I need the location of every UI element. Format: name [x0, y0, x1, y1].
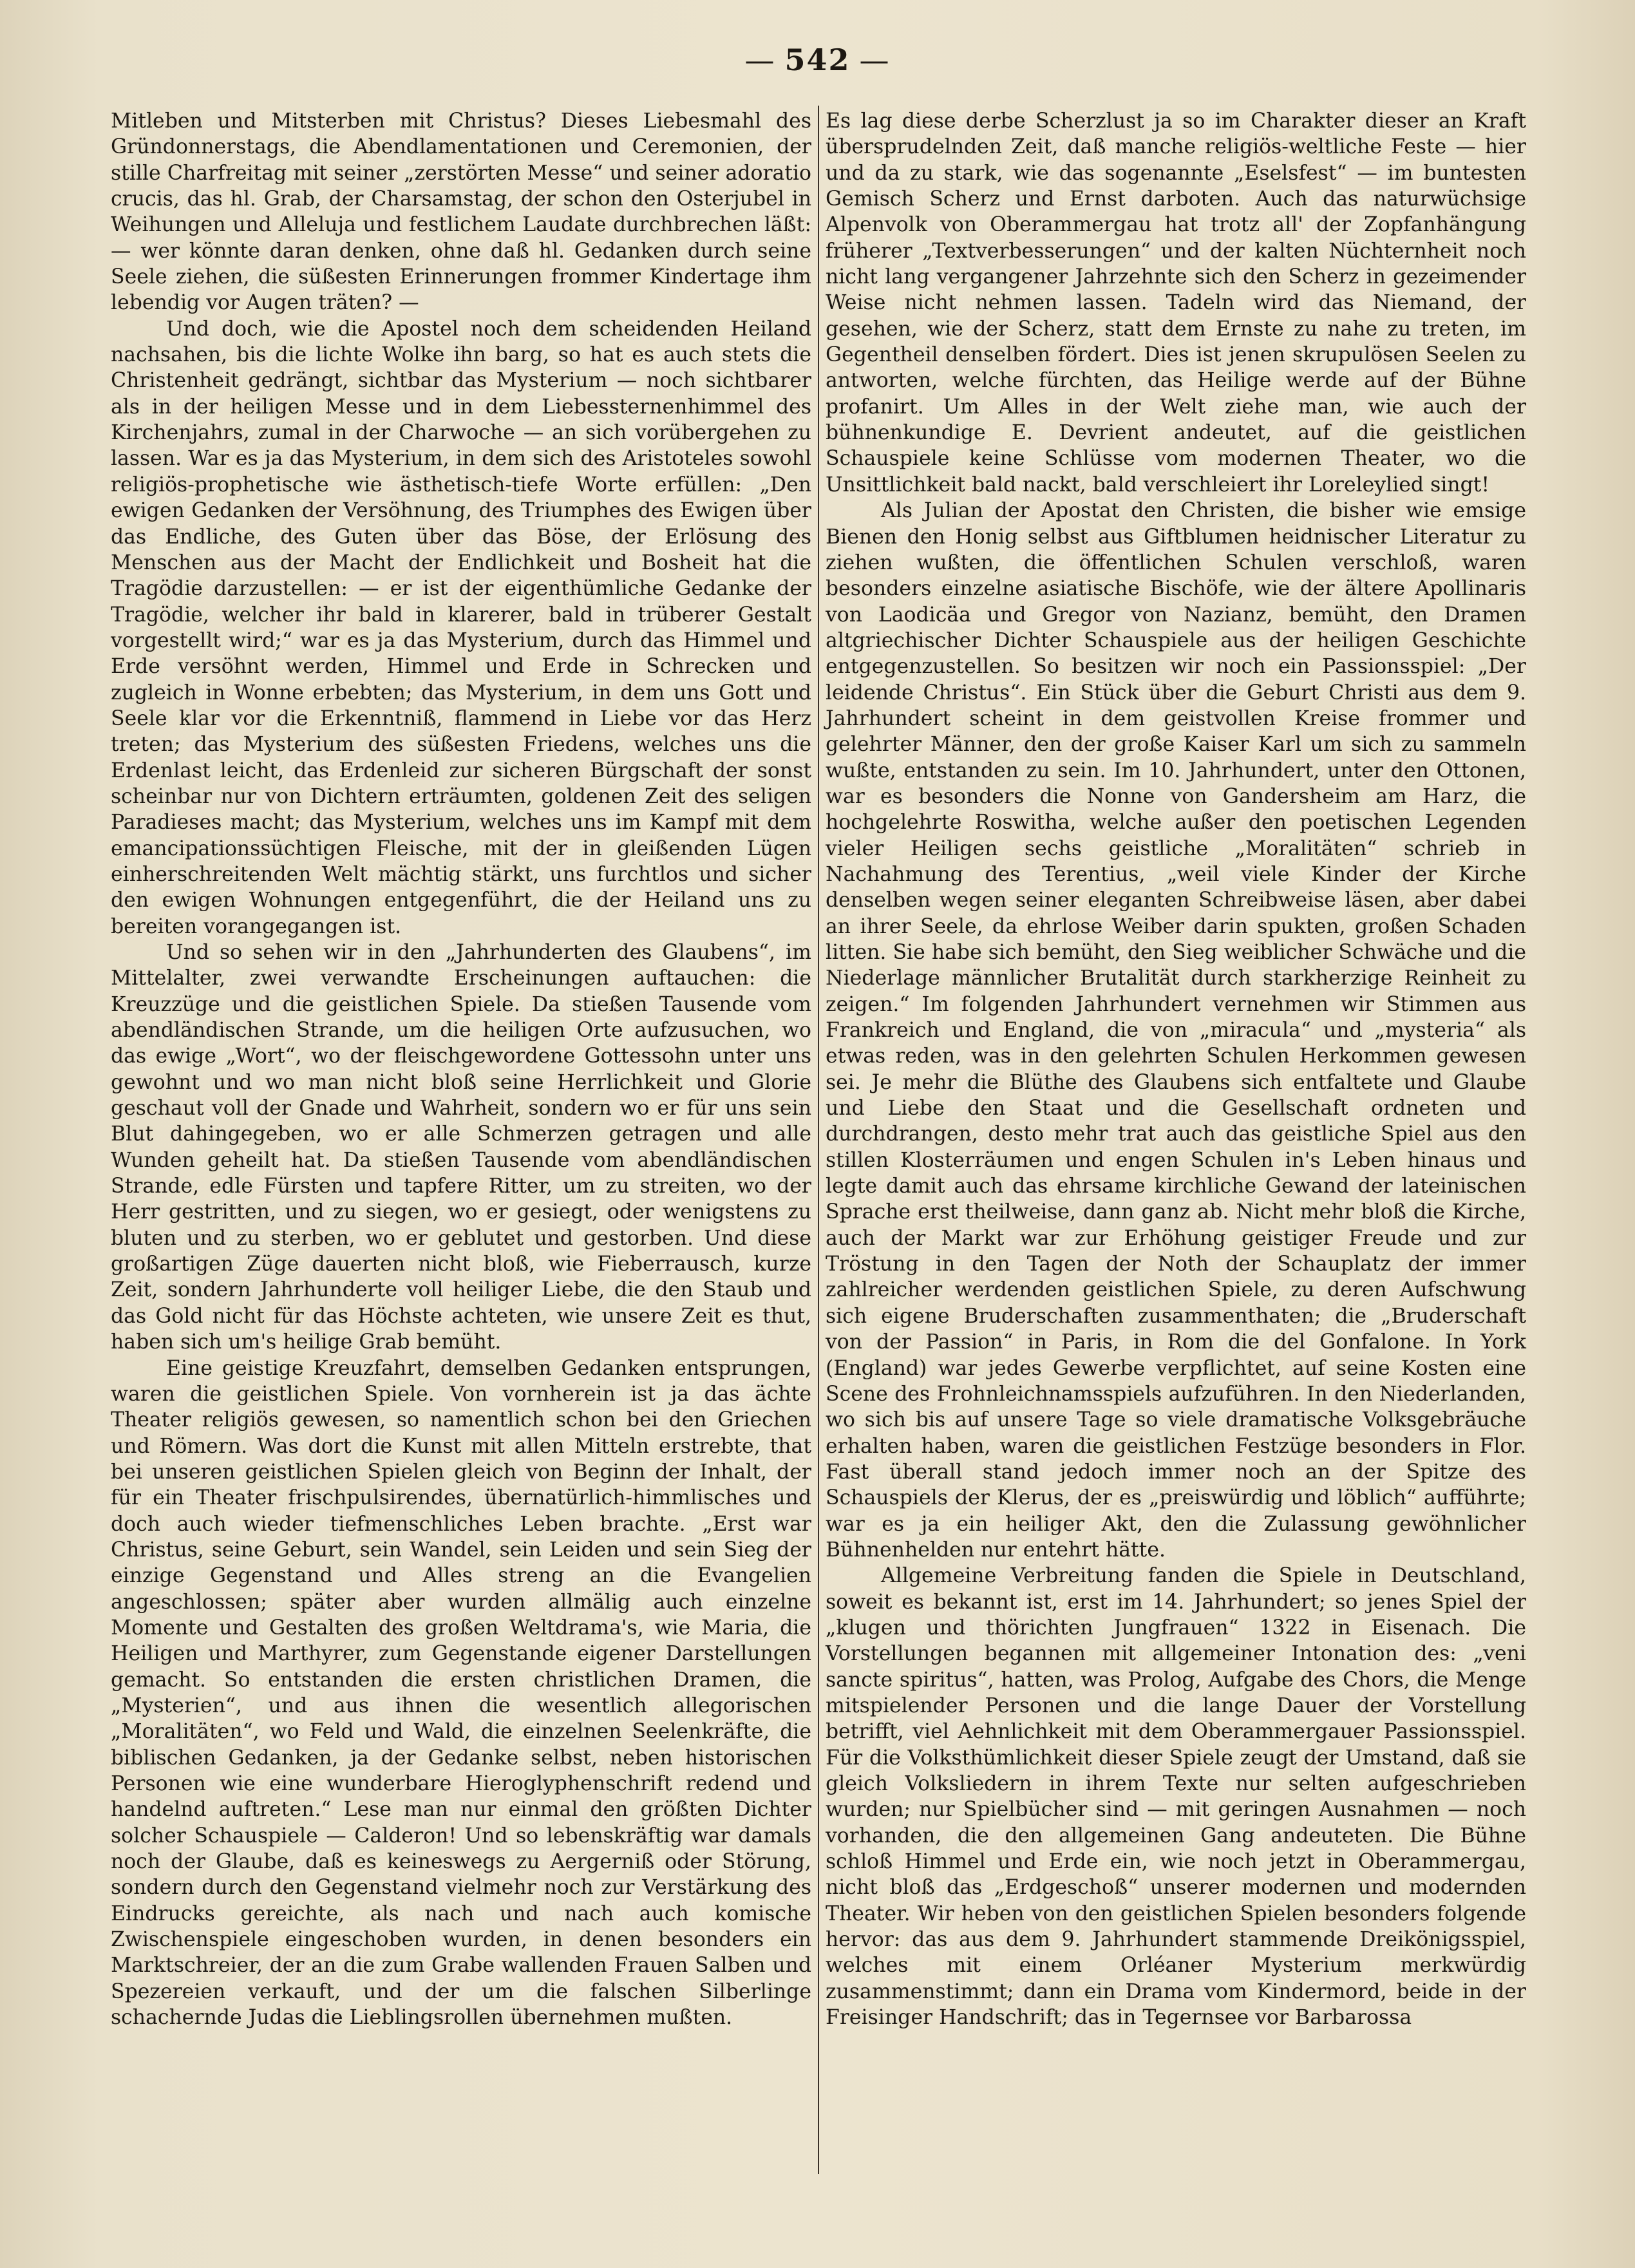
right-column [826, 108, 1526, 2030]
paragraph: Eine geistige Kreuzfahrt, demselben Gedanken entsprungen, waren die geistlichen Spiele. Von vornherein ist ja das ächte Theater religiös gewesen, so namentlich schon bei den Griechen und Römern. Was dort die Kunst mit allen Mitteln erstrebte, that bei unseren geistlichen Spielen gleich von Beginn der Inhalt, der für ein Theater frischpulsirendes, übernatürlich-himmlisches und doch auch wieder tiefmenschliches Leben brachte. „Erst war Christus, seine Geburt, sein Wandel, sein Leiden und sein Sieg der einzige Gegenstand und Alles streng an die Evangelien angeschlossen; später aber wurden allmälig auch einzelne Momente und Gestalten des großen Weltdrama's, wie Maria, die Heiligen und Marthyrer, zum Gegenstande eigener Darstellungen gemacht. So entstanden die ersten christlichen Dramen, die „Mysterien“, und aus ihnen die wesentlich allegorischen „Moralitäten“, wo Feld und Wald, die einzelnen Seelenkräfte, die biblischen Gedanken, ja der Gedanke selbst, neben historischen Personen wie eine wunderbare Hieroglyphenschrift redend und handelnd auftreten.“ Lese man nur einmal den größten Dichter solcher Schauspiele — Calderon! Und so lebenskräftig war damals noch der Glaube, daß es keineswegs zu Aergerniß oder Störung, sondern durch den Gegenstand vielmehr noch zur Verstärkung des Eindrucks gereichte, als nach und nach auch komische Zwischenspiele eingeschoben wurden, in denen besonders ein Marktschreier, der an die zum Grabe wallenden Frauen Salben und Spezereien verkauft, und der um die falschen Silberlinge schachernde Judas die Lieblingsrollen übernehmen mußten. [111, 1356, 811, 2030]
header-dash-left: — [744, 43, 776, 77]
column-divider [818, 106, 819, 2174]
paragraph: Mitleben und Mitsterben mit Christus? Dieses Liebesmahl des Gründonnerstags, die Abendlamentationen und Ceremonien, der stille Charfreitag mit seiner „zerstörten Messe“ und seiner adoratio crucis, das hl. Grab, der Charsamstag, der schon den Osterjubel in Weihungen und Alleluja und festlichem Laudate durchbrechen läßt: — wer könnte daran denken, ohne daß hl. Gedanken durch seine Seele ziehen, die süßesten Erinnerungen frommer Kindertage ihm lebendig vor Augen träten? — [111, 109, 811, 315]
page-header [0, 43, 1635, 77]
left-column [111, 108, 811, 2030]
paragraph: Und so sehen wir in den „Jahrhunderten des Glaubens“, im Mittelalter, zwei verwandte Erscheinungen auftauchen: die Kreuzzüge und die geistlichen Spiele. Da stießen Tausende vom abendländischen Strande, um die heiligen Orte aufzusuchen, wo das ewige „Wort“, wo der fleischgewordene Gottessohn unter uns gewohnt und wo man nicht bloß seine Herrlichkeit und Glorie geschaut voll der Gnade und Wahrheit, sondern wo er für uns sein Blut dahingegeben, wo er alle Schmerzen getragen und alle Wunden geheilt hat. Da stießen Tausende vom abendländischen Strande, edle Fürsten und tapfere Ritter, um zu streiten, wo der Herr gestritten, und zu siegen, wo er gesiegt, oder wenigstens zu bluten und zu sterben, wo er geblutet und gestorben. Und diese großartigen Züge dauerten nicht bloß, wie Fieberrausch, kurze Zeit, sondern Jahrhunderte voll heiliger Liebe, die den Staub und das Gold nicht für das Höchste achteten, wie unsere Zeit es thut, haben sich um's heilige Grab bemüht. [111, 941, 811, 1354]
paragraph: Und doch, wie die Apostel noch dem scheidenden Heiland nachsahen, bis die lichte Wolke ihn barg, so hat es auch stets die Christenheit gedrängt, sichtbar das Mysterium — noch sichtbarer als in der heiligen Messe und in dem Liebessternenhimmel des Kirchenjahrs, zumal in der Charwoche — an sich vorübergehen zu lassen. War es ja das Mysterium, in dem sich des Aristoteles sowohl religiös-prophetische wie ästhetisch-tiefe Worte erfüllen: „Den ewigen Gedanken der Versöhnung, des Triumphes des Ewigen über das Endliche, des Guten über das Böse, der Erlösung des Menschen aus der Macht der Endlichkeit und Bosheit hat die Tragödie darzustellen: — er ist der eigenthümliche Gedanke der Tragödie, welcher ihr bald in klarerer, bald in trüberer Gestalt vorgestellt wird;“ war es ja das Mysterium, durch das Himmel und Erde versöhnt werden, Himmel und Erde in Schrecken und zugleich in Wonne erbebten; das Mysterium, in dem uns Gott und Seele klar vor die Erkenntniß, flammend in Liebe vor das Herz treten; das Mysterium des süßesten Friedens, welches uns die Erdenlast leicht, das Erdenleid zur sicheren Bürgschaft der sonst scheinbar nur von Dichtern erträumten, goldenen Zeit des seligen Paradieses macht; das Mysterium, welches uns im Kampf mit dem emancipationssüchtigen Fleische, mit der in gleißenden Lügen einherschreitenden Welt mächtig stärkt, uns furchtlos und sicher den ewigen Wohnungen entgegenführt, die der Heiland uns zu bereiten vorangegangen ist. [111, 317, 811, 938]
paragraph: Als Julian der Apostat den Christen, die bisher wie emsige Bienen den Honig selbst aus Giftblumen heidnischer Literatur zu ziehen wußten, die öffentlichen Schulen verschloß, waren besonders einzelne asiatische Bischöfe, wie der ältere Apollinaris von Laodicäa und Gregor von Nazianz, bemüht, den Dramen altgriechischer Dichter Schauspiele aus der heiligen Geschichte entgegenzustellen. So besitzen wir noch ein Passionsspiel: „Der leidende Christus“. Ein Stück über die Geburt Christi aus dem 9. Jahrhundert scheint in dem geistvollen Kreise frommer und gelehrter Männer, den der große Kaiser Karl um sich zu sammeln wußte, entstanden zu sein. Im 10. Jahrhundert, unter den Ottonen, war es besonders die Nonne von Gandersheim am Harz, die hochgelehrte Roswitha, welche außer den poetischen Legenden vieler Heiligen sechs geistliche „Moralitäten“ schrieb in Nachahmung des Terentius, „weil viele Kinder der Kirche denselben wegen seiner eleganten Schreibweise läsen, aber dabei an ihrer Seele, da ehrlose Weiber darin spukten, großen Schaden litten. Sie habe sich bemüht, den Sieg weiblicher Schwäche und die Niederlage männlicher Brutalität durch starkherzige Reinheit zu zeigen.“ Im folgenden Jahrhundert vernehmen wir Stimmen aus Frankreich und England, die von „miracula“ und „mysteria“ als etwas reden, was in den gelehrten Schulen Herkommen gewesen sei. Je mehr die Blüthe des Glaubens sich entfaltete und Glaube und Liebe den Staat und die Gesellschaft ordneten und durchdrangen, desto mehr trat auch das geistliche Spiel aus den stillen Klosterräumen und engen Schulen in's Leben hinaus und legte damit auch das ehrsame kirchliche Gewand der lateinischen Sprache erst theilweise, dann ganz ab. Nicht mehr bloß die Kirche, auch der Markt war zur Erhöhung geistiger Freude und zur Tröstung in den Tagen der Noth der Schauplatz der immer zahlreicher werdenden geistlichen Spiele, zu deren Aufschwung sich eigene Bruderschaften zusammenthaten; die „Bruderschaft von der Passion“ in Paris, in Rom die del Gonfalone. In York (England) war jedes Gewerbe verpflichtet, auf seine Kosten eine Scene des Frohnleichnamsspiels aufzuführen. In den Niederlanden, wo sich bis auf unsere Tage so viele dramatische Volksgebräuche erhalten haben, waren die geistlichen Festzüge besonders in Flor. Fast überall stand jedoch immer noch an der Spitze des Schauspiels der Klerus, der es „preiswürdig und löblich“ aufführte; war es ja ein heiliger Akt, den die Zulassung gewöhnlicher Bühnenhelden nur entehrt hätte. [826, 499, 1526, 1562]
page-number: 542 [784, 43, 851, 77]
paragraph: Es lag diese derbe Scherzlust ja so im Charakter dieser an Kraft übersprudelnden Zeit, daß manche religiös-weltliche Feste — hier und da zu stark, wie das sogenannte „Eselsfest“ — im buntesten Gemisch Scherz und Ernst darboten. Auch das naturwüchsige Alpenvolk von Oberammergau hat trotz all' der Zopfanhängung früherer „Textverbesserungen“ und der kalten Nüchternheit noch nicht lang vergangener Jahrzehnte sich den Scherz in gezeimender Weise nicht nehmen lassen. Tadeln wird das Niemand, der gesehen, wie der Scherz, statt dem Ernste zu nahe zu treten, im Gegentheil denselben fördert. Dies ist jenen skrupulösen Seelen zu antworten, welche fürchten, das Heilige werde auf der Bühne profanirt. Um Alles in der Welt ziehe man, wie auch der bühnenkundige E. Devrient andeutet, auf die geistlichen Schauspiele keine Schlüsse vom modernen Theater, wo die Unsittlichkeit bald nackt, bald verschleiert ihr Loreleylied singt! [826, 109, 1526, 496]
header-dash-right: — [859, 43, 891, 77]
paragraph: Allgemeine Verbreitung fanden die Spiele in Deutschland, soweit es bekannt ist, erst im 14. Jahrhundert; so jenes Spiel der „klugen und thörichten Jungfrauen“ 1322 in Eisenach. Die Vorstellungen begannen mit allgemeiner Intonation des: „veni sancte spiritus“, hatten, was Prolog, Aufgabe des Chors, die Menge mitspielender Personen und die lange Dauer der Vorstellung betrifft, viel Aehnlichkeit mit dem Oberammergauer Passionsspiel. Für die Volksthümlichkeit dieser Spiele zeugt der Umstand, daß sie gleich Volksliedern in ihrem Texte nur selten aufgeschrieben wurden; nur Spielbücher sind — mit geringen Ausnahmen — noch vorhanden, die den allgemeinen Gang andeuteten. Die Bühne schloß Himmel und Erde ein, wie noch jetzt in Oberammergau, nicht bloß das „Erdgeschoß“ unserer modernen und modernden Theater. Wir heben von den geistlichen Spielen besonders folgende hervor: das aus dem 9. Jahrhundert stammende Dreikönigsspiel, welches mit einem Orléaner Mysterium merkwürdig zusammenstimmt; dann ein Drama vom Kindermord, beide in der Freisinger Handschrift; das in Tegernsee vor Barbarossa [826, 1564, 1526, 2030]
